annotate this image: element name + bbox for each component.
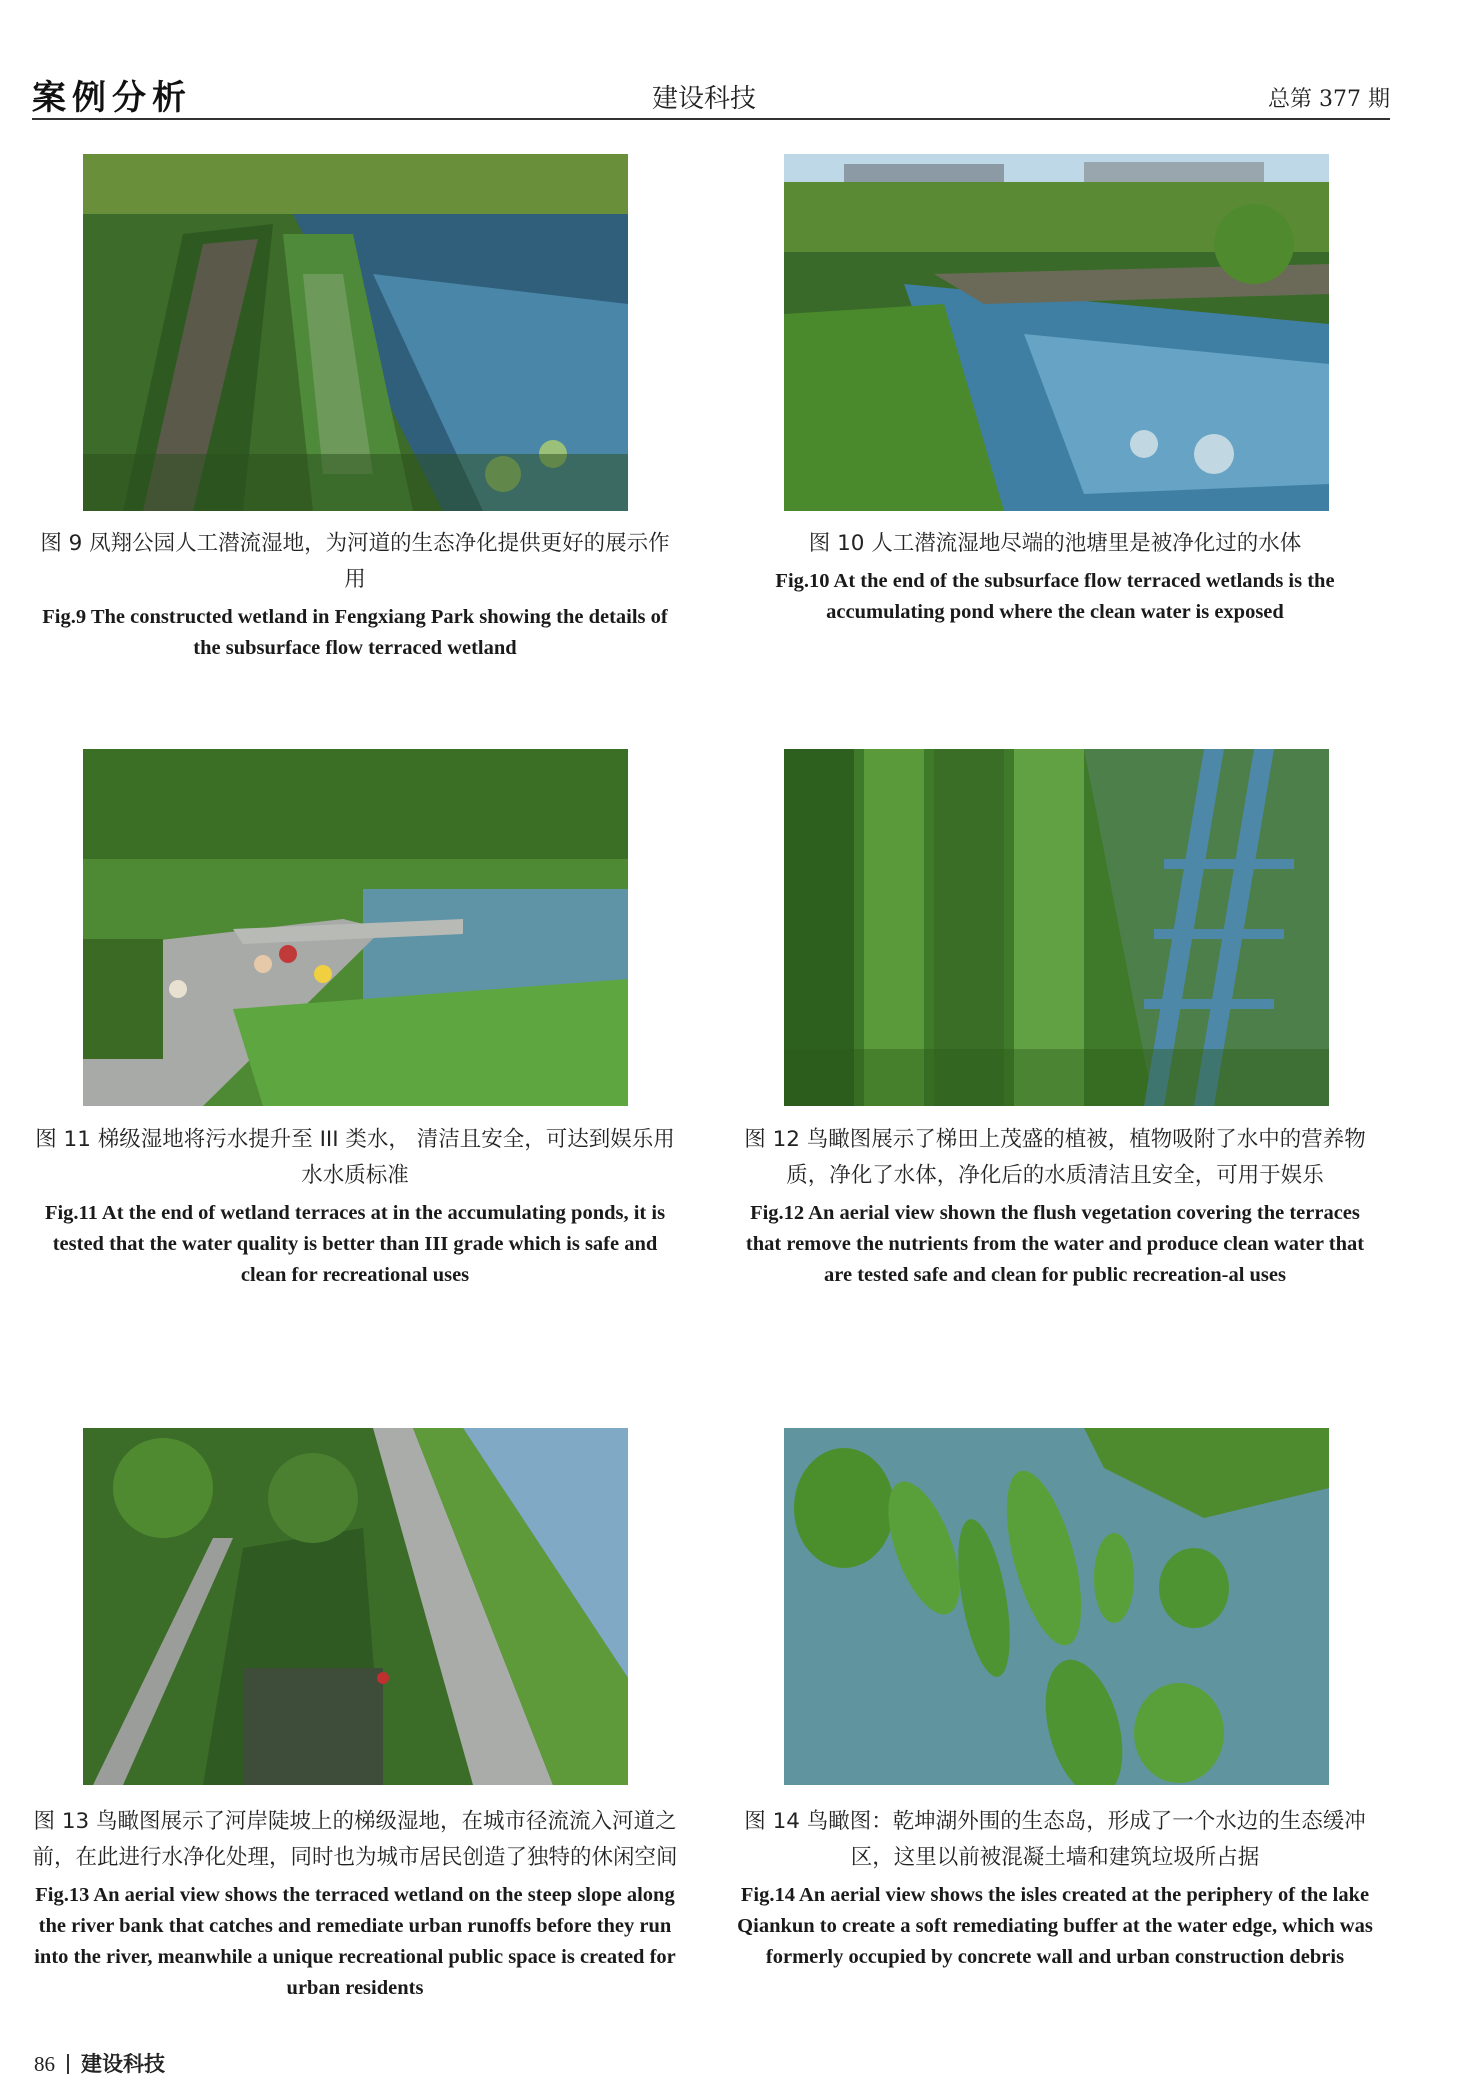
fig10-caption-en: Fig.10 At the end of the subsurface flow terraced wetlands is the accumulating pond where the clean water is exposed: [775, 570, 1335, 623]
fig12-photo: [784, 749, 1329, 1106]
fig9-photo: [83, 154, 628, 511]
section-title: 案例分析: [32, 78, 192, 118]
issue-number: 总第 377 期: [1268, 87, 1390, 112]
fig9-caption-cn: 图 9 凤翔公园人工潜流湿地，为河道的生态净化提供更好的展示作用: [40, 531, 670, 592]
fig11-caption-en: Fig.11 At the end of wetland terraces at in the accumulating ponds, it is tested that the water quality is better than III grade which is safe and clean for recreational uses: [44, 1202, 666, 1286]
fig9-caption-en: Fig.9 The constructed wetland in Fengxiang Park showing the details of the subsurface flow terraced wetland: [42, 606, 668, 659]
fig11-photo: [83, 749, 628, 1106]
fig9-caption: [30, 526, 680, 664]
page-header: [32, 70, 1390, 120]
fig14-photo: [784, 1428, 1329, 1785]
fig13-caption: [30, 1804, 680, 2004]
footer-journal: 建设科技: [81, 2052, 165, 2076]
fig13-photo: [83, 1428, 628, 1785]
fig10-caption-cn: 图 10 人工潜流湿地尽端的池塘里是被净化过的水体: [808, 531, 1302, 556]
page-footer: [34, 2048, 165, 2078]
fig13-caption-en: Fig.13 An aerial view shows the terraced wetland on the steep slope along the river bank that catches and remediate urban runoffs before they run into the river, meanwhile a unique recreational public space is created for urban residents: [34, 1884, 676, 1999]
fig11-caption-cn: 图 11 梯级湿地将污水提升至 III 类水， 清洁且安全，可达到娱乐用水水质标准: [35, 1127, 675, 1188]
fig11-caption: [30, 1122, 680, 1291]
journal-title: 建设科技: [652, 84, 757, 114]
fig14-caption-cn: 图 14 鸟瞰图：乾坤湖外围的生态岛，形成了一个水边的生态缓冲区，这里以前被混凝土墙和建筑垃圾所占据: [744, 1809, 1366, 1870]
fig10-photo: [784, 154, 1329, 511]
fig14-caption-en: Fig.14 An aerial view shows the isles created at the periphery of the lake Qiankun to create a soft remediating buffer at the water edge, which was formerly occupied by concrete wall and urban construction debris: [737, 1884, 1373, 1968]
fig10-caption: [730, 526, 1380, 628]
fig14-caption: [730, 1804, 1380, 1973]
fig12-caption: [730, 1122, 1380, 1291]
fig12-caption-en: Fig.12 An aerial view shown the flush vegetation covering the terraces that remove the nutrients from the water and produce clean water that are tested safe and clean for public recreation-al uses: [745, 1202, 1365, 1286]
fig12-caption-cn: 图 12 鸟瞰图展示了梯田上茂盛的植被，植物吸附了水中的营养物质，净化了水体，净化后的水质清洁且安全，可用于娱乐: [744, 1127, 1366, 1188]
footer-divider: [67, 2054, 69, 2074]
page-number: 86: [34, 2052, 55, 2076]
fig13-caption-cn: 图 13 鸟瞰图展示了河岸陡坡上的梯级湿地，在城市径流流入河道之前，在此进行水净化处理，同时也为城市居民创造了独特的休闲空间: [32, 1809, 678, 1870]
